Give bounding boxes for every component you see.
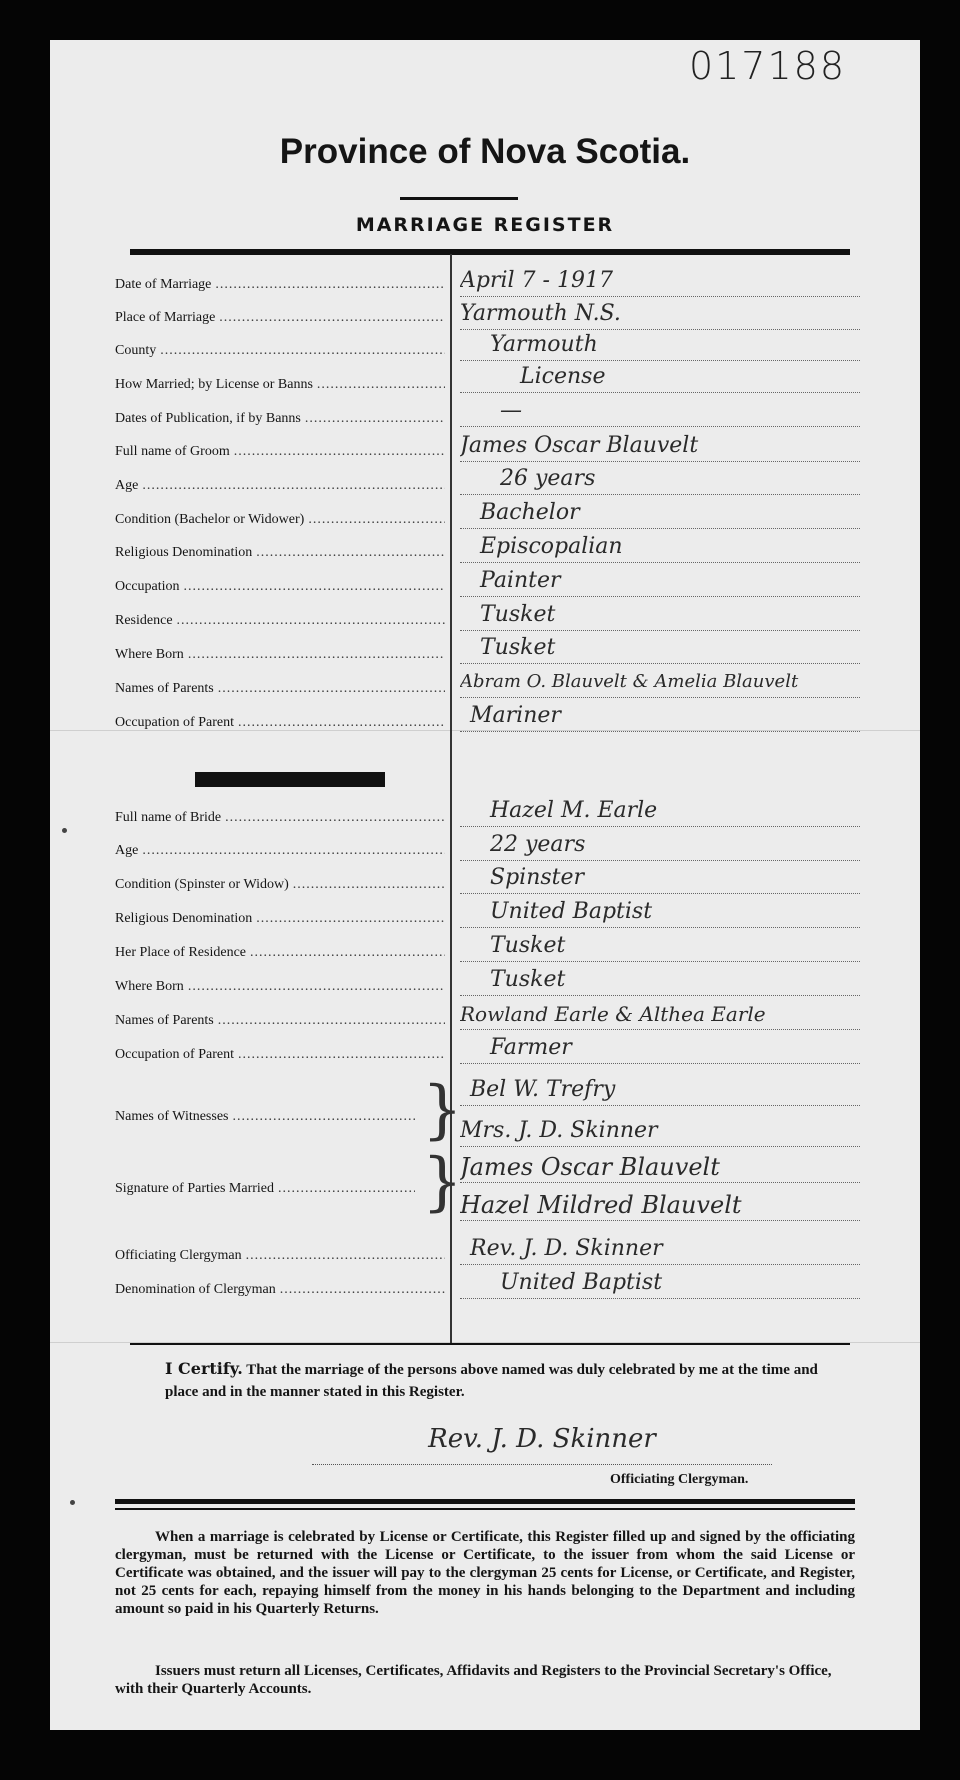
field-label: How Married; by License or Banns ..... bbox=[115, 370, 445, 400]
field-value-groom-birthplace: Tusket bbox=[460, 633, 860, 664]
certify-lead: I Certify. bbox=[165, 1359, 243, 1378]
field-value-bride-residence: Tusket bbox=[460, 931, 860, 962]
title-divider bbox=[400, 197, 518, 200]
field-value-bride-age: 22 years bbox=[460, 830, 860, 861]
clergyman-signature: Rev. J. D. Skinner bbox=[312, 1424, 772, 1465]
instructions-paragraph: When a marriage is celebrated by License or Certificate, this Register filled up and signed by the officiating clergyman, must be returned with the License or Certificate, to the issuer from whom the said License or Certificate was obtained, and the issuer will pay to the clergyman 25 cents for License, or Certificate, and Register, not 25 cents for each, repaying himself from the money in his hands belonging to the Department and including amount so paid in his Quarterly Returns. bbox=[115, 1529, 855, 1617]
field-label: Dates of Publication, if by Banns ..... bbox=[115, 404, 445, 434]
field-value-groom-residence: Tusket bbox=[460, 600, 860, 631]
field-label: Condition (Spinster or Widow) ..... bbox=[115, 870, 445, 900]
footer-rule bbox=[115, 1499, 855, 1504]
field-value-how-married: License bbox=[460, 362, 860, 393]
footer-rule bbox=[115, 1508, 855, 1510]
field-value-county: Yarmouth bbox=[460, 330, 860, 361]
field-label: Date of Marriage ..... bbox=[115, 270, 445, 300]
field-value-clergyman: Rev. J. D. Skinner bbox=[460, 1234, 860, 1265]
field-value-groom-name: James Oscar Blauvelt bbox=[460, 431, 860, 462]
field-value-bride-religion: United Baptist bbox=[460, 897, 860, 928]
field-label: Her Place of Residence ..... bbox=[115, 938, 445, 968]
field-label: Place of Marriage ..... bbox=[115, 303, 445, 333]
field-label: Age ..... bbox=[115, 836, 445, 866]
field-value-publication: — bbox=[460, 396, 860, 427]
field-label: Religious Denomination ..... bbox=[115, 904, 445, 934]
field-value-date: April 7 - 1917 bbox=[460, 266, 860, 297]
field-label: Officiating Clergyman ..... bbox=[115, 1241, 445, 1271]
field-value-signature-bride: Hazel Mildred Blauvelt bbox=[460, 1190, 860, 1221]
signature-caption: Officiating Clergyman. bbox=[610, 1472, 749, 1487]
field-label: Occupation of Parent ..... bbox=[115, 708, 445, 738]
field-label: Signature of Parties Married ..... bbox=[115, 1174, 415, 1204]
paper-speck bbox=[62, 828, 67, 833]
field-label: Where Born ..... bbox=[115, 640, 445, 670]
field-value-bride-birthplace: Tusket bbox=[460, 965, 860, 996]
field-value-witness-1: Bel W. Trefry bbox=[460, 1075, 860, 1106]
field-label: Religious Denomination ..... bbox=[115, 538, 445, 568]
field-label: Residence ..... bbox=[115, 606, 445, 636]
field-value-groom-parents: Abram O. Blauvelt & Amelia Blauvelt bbox=[460, 667, 860, 698]
field-value-bride-condition: Spinster bbox=[460, 863, 860, 894]
field-label: Condition (Bachelor or Widower) ..... bbox=[115, 505, 445, 535]
field-value-bride-parents: Rowland Earle & Althea Earle bbox=[460, 999, 860, 1030]
field-value-witness-2: Mrs. J. D. Skinner bbox=[460, 1116, 860, 1147]
header-rule bbox=[130, 249, 850, 255]
field-label: Names of Parents ..... bbox=[115, 674, 445, 704]
field-value-place: Yarmouth N.S. bbox=[460, 299, 860, 330]
certification-text bbox=[165, 1358, 845, 1403]
field-label: County ..... bbox=[115, 336, 445, 366]
field-value-clergy-denomination: United Baptist bbox=[460, 1268, 860, 1299]
field-label: Denomination of Clergyman ..... bbox=[115, 1275, 445, 1305]
page-title: Province of Nova Scotia. bbox=[279, 132, 691, 171]
page-subtitle: MARRIAGE REGISTER bbox=[355, 214, 615, 236]
field-label: Names of Parents ..... bbox=[115, 1006, 445, 1036]
field-label: Full name of Groom ..... bbox=[115, 437, 445, 467]
field-value-bride-name: Hazel M. Earle bbox=[460, 796, 860, 827]
field-value-groom-condition: Bachelor bbox=[460, 498, 860, 529]
certify-body: That the marriage of the persons above named was duly celebrated by me at the time and place and in the manner stated in this Register. bbox=[165, 1362, 818, 1400]
field-value-groom-religion: Episcopalian bbox=[460, 532, 860, 563]
bride-section-bar bbox=[195, 772, 385, 787]
field-label: Where Born ..... bbox=[115, 972, 445, 1002]
field-label: Age ..... bbox=[115, 471, 445, 501]
brace-icon: } bbox=[422, 1145, 463, 1219]
register-form bbox=[50, 40, 920, 1730]
field-label: Occupation of Parent ..... bbox=[115, 1040, 445, 1070]
paper-speck bbox=[70, 1500, 75, 1505]
field-value-groom-parent-occupation: Mariner bbox=[460, 701, 860, 732]
registration-number: 017188 bbox=[688, 44, 846, 88]
brace-icon: } bbox=[422, 1073, 463, 1147]
field-value-groom-age: 26 years bbox=[460, 464, 860, 495]
issuer-note: Issuers must return all Licenses, Certificates, Affidavits and Registers to the Provincial Secretary's Office, with their Quarterly Accounts. bbox=[115, 1663, 832, 1697]
field-value-bride-parent-occupation: Farmer bbox=[460, 1033, 860, 1064]
field-value-groom-occupation: Painter bbox=[460, 566, 860, 597]
field-label: Full name of Bride ..... bbox=[115, 803, 445, 833]
field-label: Occupation ..... bbox=[115, 572, 445, 602]
field-label: Names of Witnesses ..... bbox=[115, 1102, 415, 1132]
section-rule bbox=[130, 1343, 850, 1345]
field-value-signature-groom: James Oscar Blauvelt bbox=[460, 1152, 860, 1183]
